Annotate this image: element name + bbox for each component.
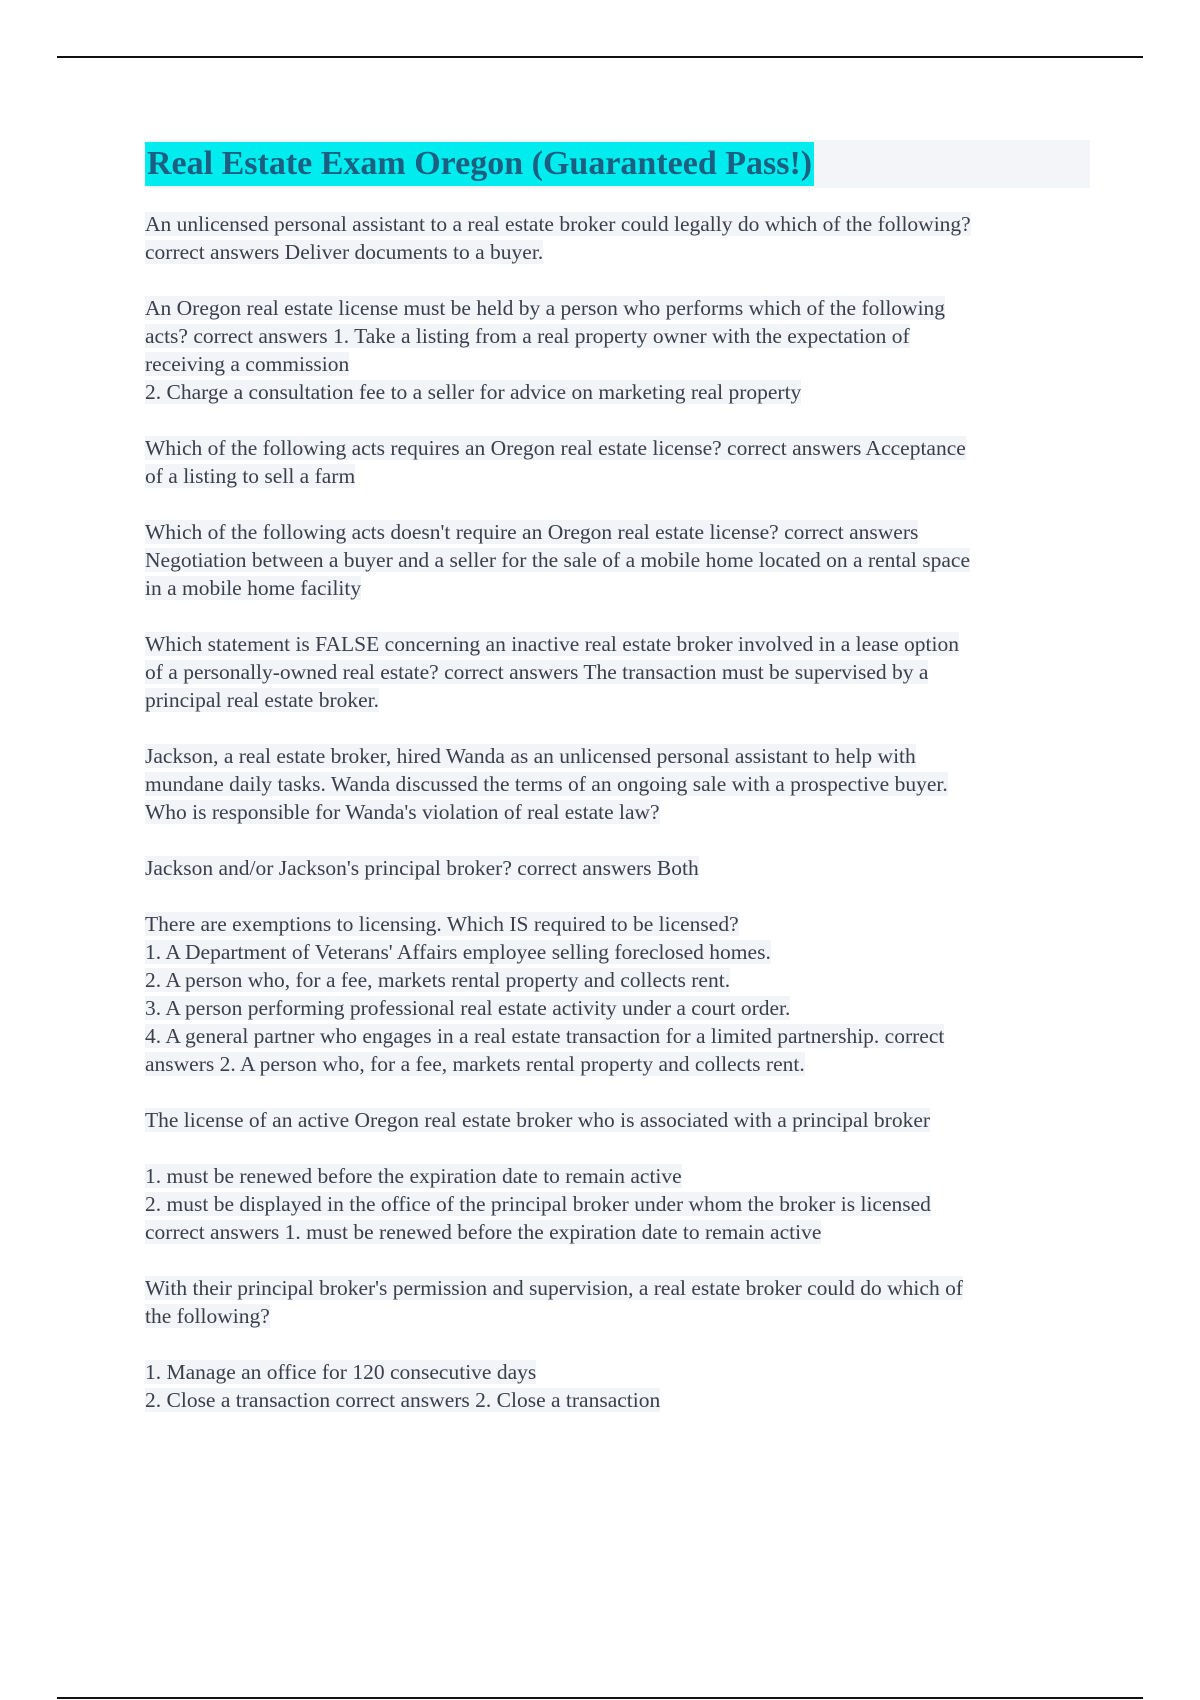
question-block — [145, 1274, 1090, 1330]
top-rule — [57, 56, 1143, 58]
question-block — [145, 1106, 1090, 1134]
text-line — [145, 854, 1090, 882]
text-line-content: 2. A person who, for a fee, markets rental property and collects rent. — [145, 968, 731, 992]
text-line-content: Jackson, a real estate broker, hired Wanda as an unlicensed personal assistant to help with — [145, 744, 916, 768]
text-line-content: Which statement is FALSE concerning an inactive real estate broker involved in a lease option — [145, 632, 959, 656]
question-block — [145, 630, 1090, 714]
text-line-content: Which of the following acts doesn't require an Oregon real estate license? correct answers — [145, 520, 919, 544]
text-line — [145, 518, 1090, 546]
text-line-content: 3. A person performing professional real estate activity under a court order. — [145, 996, 791, 1020]
text-line-content: 2. Charge a consultation fee to a seller for advice on marketing real property — [145, 380, 802, 404]
text-line — [145, 630, 1090, 658]
text-line — [145, 658, 1090, 686]
question-block — [145, 742, 1090, 826]
text-line — [145, 770, 1090, 798]
text-line — [145, 1050, 1090, 1078]
question-block — [145, 518, 1090, 602]
text-line-content: 1. A Department of Veterans' Affairs employee selling foreclosed homes. — [145, 940, 771, 964]
question-block — [145, 854, 1090, 882]
text-line — [145, 350, 1090, 378]
text-line — [145, 938, 1090, 966]
text-line — [145, 546, 1090, 574]
text-line-content: answers 2. A person who, for a fee, markets rental property and collects rent. — [145, 1052, 805, 1076]
text-line — [145, 210, 1090, 238]
question-list — [145, 210, 1090, 1414]
question-block — [145, 434, 1090, 490]
text-line — [145, 238, 1090, 266]
text-line-content: acts? correct answers 1. Take a listing from a real property owner with the expectation of — [145, 324, 910, 348]
question-block — [145, 1162, 1090, 1246]
text-line — [145, 1302, 1090, 1330]
text-line-content: principal real estate broker. — [145, 688, 380, 712]
text-line — [145, 910, 1090, 938]
question-block — [145, 294, 1090, 406]
text-line — [145, 378, 1090, 406]
text-line-content: There are exemptions to licensing. Which IS required to be licensed? — [145, 912, 739, 936]
text-line-content: mundane daily tasks. Wanda discussed the terms of an ongoing sale with a prospective buyer. — [145, 772, 948, 796]
text-line — [145, 1386, 1090, 1414]
text-line-content: the following? — [145, 1304, 270, 1328]
text-line — [145, 1274, 1090, 1302]
text-line-content: Which of the following acts requires an Oregon real estate license? correct answers Acceptance — [145, 436, 966, 460]
text-line — [145, 1218, 1090, 1246]
text-line — [145, 322, 1090, 350]
question-block — [145, 210, 1090, 266]
text-line-content: Jackson and/or Jackson's principal broker? correct answers Both — [145, 856, 699, 880]
text-line-content: 2. must be displayed in the office of the principal broker under whom the broker is licensed — [145, 1192, 931, 1216]
text-line — [145, 1106, 1090, 1134]
text-line-content: 4. A general partner who engages in a real estate transaction for a limited partnership. correct — [145, 1024, 945, 1048]
text-line-content: in a mobile home facility — [145, 576, 362, 600]
text-line-content: 1. Manage an office for 120 consecutive days — [145, 1360, 537, 1384]
text-line — [145, 1022, 1090, 1050]
text-line — [145, 1190, 1090, 1218]
text-line — [145, 742, 1090, 770]
text-line — [145, 462, 1090, 490]
question-block — [145, 910, 1090, 1078]
text-line-content: receiving a commission — [145, 352, 350, 376]
text-line-content: of a listing to sell a farm — [145, 464, 356, 488]
text-line-content: correct answers 1. must be renewed before the expiration date to remain active — [145, 1220, 822, 1244]
text-line-content: Negotiation between a buyer and a seller for the sale of a mobile home located on a rental space — [145, 548, 971, 572]
text-line-content: With their principal broker's permission and supervision, a real estate broker could do which of — [145, 1276, 963, 1300]
text-line-content: An Oregon real estate license must be held by a person who performs which of the following — [145, 296, 946, 320]
text-line-content: An unlicensed personal assistant to a real estate broker could legally do which of the following? — [145, 212, 971, 236]
text-line-content: 2. Close a transaction correct answers 2. Close a transaction — [145, 1388, 661, 1412]
text-line — [145, 994, 1090, 1022]
text-line-content: Who is responsible for Wanda's violation of real estate law? — [145, 800, 660, 824]
document-body — [145, 140, 1090, 1442]
text-line-content: 1. must be renewed before the expiration date to remain active — [145, 1164, 682, 1188]
text-line — [145, 686, 1090, 714]
title-band — [145, 140, 1090, 188]
text-line — [145, 1358, 1090, 1386]
text-line-content: correct answers Deliver documents to a buyer. — [145, 240, 544, 264]
bottom-rule — [57, 1697, 1143, 1699]
text-line — [145, 966, 1090, 994]
text-line — [145, 798, 1090, 826]
text-line — [145, 434, 1090, 462]
text-line — [145, 294, 1090, 322]
text-line-content: of a personally-owned real estate? correct answers The transaction must be supervised by a — [145, 660, 929, 684]
text-line — [145, 1162, 1090, 1190]
text-line — [145, 574, 1090, 602]
document-title: Real Estate Exam Oregon (Guaranteed Pass!) — [145, 142, 814, 186]
text-line-content: The license of an active Oregon real estate broker who is associated with a principal broker — [145, 1108, 931, 1132]
question-block — [145, 1358, 1090, 1414]
